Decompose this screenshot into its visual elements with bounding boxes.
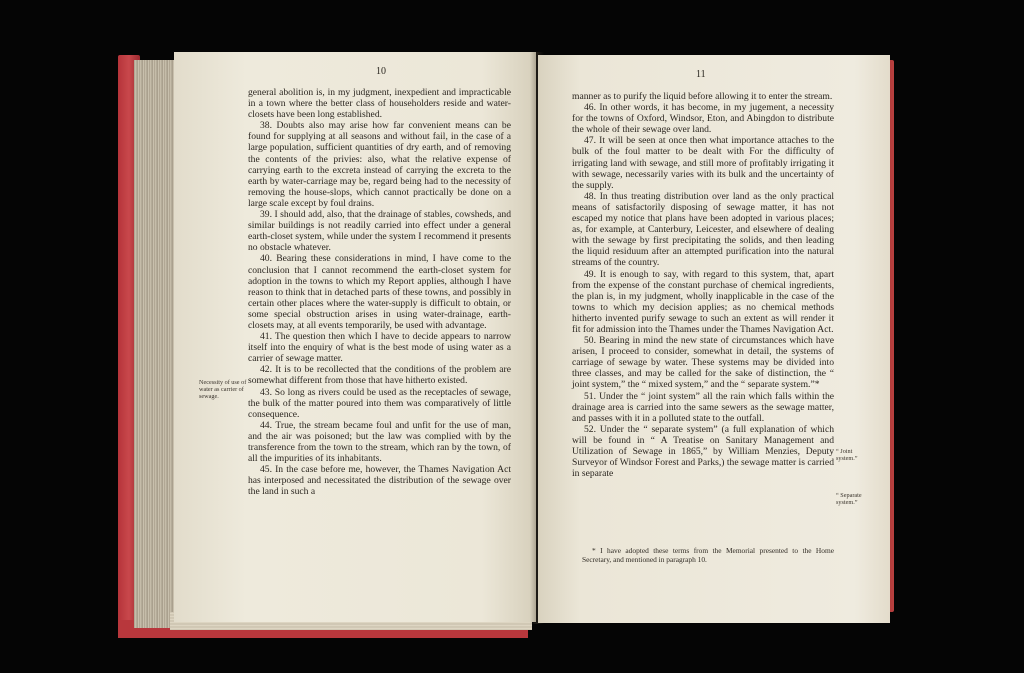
paragraph-52: 52. Under the “ separate system” (a full explanation of which will be found in “ A Treatise on Sanitary Management and Utilization of Sewage in 1865,” by William Menzies, Deputy Surveyor of Windsor Forest and Parks,) the sewage matter is carried in separate (572, 423, 834, 480)
paragraph-51: 51. Under the “ joint system” all the rain which falls within the drainage area is carried into the same sewers as the sewage matter, and passes with it in a polluted state to the outfall. (572, 390, 834, 424)
left-page-text (248, 87, 511, 497)
left-page (174, 52, 536, 622)
paragraph-49: 49. It is enough to say, with regard to this system, that, apart from the expense of the constant purchase of chemical ingredients, the plan is, in my judgment, wholly inapplicable in the case of the towns to which my decision applies; as no chemical methods hitherto invented purify sewage to such an extent as will render it fit for admission into the Thames under the Thames Navigation Act. (572, 268, 834, 335)
paragraph-47: 47. It will be seen at once then what importance attaches to the bulk of the foul matter to be dealt with For the difficulty of irrigating land with sewage, and still more of profitably irrigating it with sewage, necessarily varies with its bulk and the uncertainty of the supply. (572, 135, 834, 191)
left-page-number: 10 (376, 66, 386, 77)
paragraph-46: 46. In other words, it has become, in my jugement, a necessity for the towns of Oxford, Windsor, Eton, and Abingdon to distribute the whole of their sewage over land. (572, 102, 834, 136)
paragraph-42: 42. It is to be recollected that the conditions of the problem are somewhat different from those that have hitherto existed. (248, 364, 511, 387)
right-page-number: 11 (696, 69, 706, 80)
paragraph-44: 44. True, the stream became foul and unfit for the use of man, and the air was poisoned; but the law was complied with by the transference from the town to the stream, which ran by the town, of all the impurities of its inhabitants. (248, 419, 511, 465)
paragraph-38: 38. Doubts also may arise how far convenient means can be found for supplying at all seasons and without fail, in the case of a large population, sufficient quantities of dry earth, and of removing the contents of the privies: also, what the relative expense of carrying earth to the excreta instead of carrying the excreta to the earth by water-carriage may be, regard being had to the necessity of removing the house-slops, which cannot practically be done on a large scale except by foul drains. (248, 120, 511, 209)
paragraph-45: 45. In the case before me, however, the Thames Navigation Act has interposed and necessitated the distribution of the sewage over the land in such a (248, 464, 511, 498)
margin-note-separate-system: “ Separate system.” (836, 492, 862, 506)
margin-note-joint-system: “ Joint system.” (836, 448, 858, 462)
right-page (538, 55, 890, 623)
paragraph: manner as to purify the liquid before allowing it to enter the stream. (572, 91, 833, 102)
paragraph-39: 39. I should add, also, that the drainage of stables, cowsheds, and similar buildings is not readily carried into effect under a general earth-closet system, while under the system I recommend it presents no obstacle whatever. (248, 209, 511, 254)
paragraph-41: 41. The question then which I have to decide appears to narrow itself into the enquiry of what is the best mode of using water as a carrier of sewage matter. (248, 331, 511, 365)
footnote (582, 547, 834, 564)
paragraph: general abolition is, in my judgment, inexpedient and impracticable in a town where the better class of householders reside and water-closets have been long established. (248, 87, 511, 121)
paragraph-43: 43. So long as rivers could be used as the receptacles of sewage, the bulk of the matter poured into them was comparatively of little consequence. (248, 386, 511, 420)
paragraph-50: 50. Bearing in mind the new state of circumstances which have arisen, I proceed to consider, somewhat in detail, the systems of carriage of sewage by water. These systems may be divided into three classes, and may be called for the sake of distinction, the “ joint system,” the “ mixed system,” and the “ separate system.”* (572, 335, 834, 391)
paragraph-40: 40. Bearing these considerations in mind, I have come to the conclusion that I cannot recommend the earth-closet system for adoption in the towns to which my Report applies, although I have reason to think that in detached parts of these towns, and possibly in certain other places where the water-supply is difficult to obtain, or some special obstruction arises in using water-drainage, earth-closets may, at all events temporarily, be used with advantage. (248, 253, 511, 331)
right-page-text (572, 91, 834, 479)
paragraph-48: 48. In thus treating distribution over land as the only practical means of satisfactorily disposing of sewage matter, it has not escaped my notice that plans have been adopted in various places; as, for example, at Canterbury, Leicester, and elsewhere of dealing with the sewage by first precipitating the solids, and then leading the liquid residuum after an attempted purification into the natural streams of the country. (572, 190, 834, 269)
page-edges-left (134, 60, 178, 628)
footnote-text: * I have adopted these terms from the Memorial presented to the Home Secretary, and mentioned in paragraph 10. (582, 546, 834, 564)
margin-note-water-carrier: Necessity of use of water as carrier of sewage. (199, 379, 247, 400)
